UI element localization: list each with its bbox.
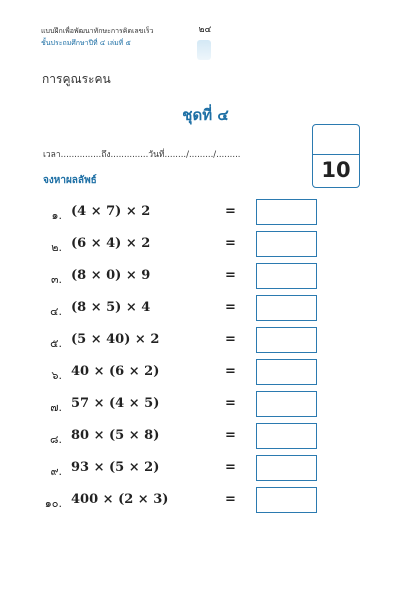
equals-sign: = [225,268,236,283]
problem-row [0,263,411,293]
book-title: แบบฝึกเพื่อพัฒนาทักษะการคิดเลขเร็ว [41,27,154,35]
problem-expression: (8 × 5) × 4 [71,300,151,315]
equals-sign: = [225,396,236,411]
problem-number: ๕. [50,337,62,350]
problem-number: ๗. [50,401,62,414]
problem-number: ๑๐. [44,497,62,510]
problem-expression: (4 × 7) × 2 [71,204,151,219]
problem-expression: 80 × (5 × 8) [71,428,160,443]
answer-box[interactable] [256,455,317,481]
decorative-icon [197,40,211,60]
equals-sign: = [225,492,236,507]
book-grade-volume: ชั้นประถมศึกษาปีที่ ๔ เล่มที่ ๕ [41,39,131,47]
score-divider [313,154,359,155]
problem-expression: 93 × (5 × 2) [71,460,160,475]
answer-box[interactable] [256,295,317,321]
problem-row [0,199,411,229]
problem-number: ๑. [51,209,62,222]
answer-box[interactable] [256,199,317,225]
problem-row [0,423,411,453]
problem-row [0,391,411,421]
answer-box[interactable] [256,391,317,417]
problem-row [0,359,411,389]
equals-sign: = [225,428,236,443]
problem-expression: (6 × 4) × 2 [71,236,151,251]
problem-number: ๔. [50,305,62,318]
set-title: ชุดที่ ๔ [182,106,229,124]
problem-row [0,295,411,325]
problem-expression: 400 × (2 × 3) [71,492,169,507]
problem-row [0,327,411,357]
answer-box[interactable] [256,359,317,385]
problem-row [0,455,411,485]
equals-sign: = [225,332,236,347]
problem-expression: 40 × (6 × 2) [71,364,160,379]
answer-box[interactable] [256,423,317,449]
page-number: ๒๔ [198,25,212,35]
answer-box[interactable] [256,263,317,289]
problem-expression: 57 × (4 × 5) [71,396,160,411]
problem-expression: (8 × 0) × 9 [71,268,151,283]
time-date-line: เวลา...............ถึง..............วันที่......../........./......... [43,150,241,160]
equals-sign: = [225,364,236,379]
problem-row [0,231,411,261]
score-max: 10 [321,158,351,182]
equals-sign: = [225,460,236,475]
problem-number: ๘. [50,433,62,446]
problem-expression: (5 × 40) × 2 [71,332,160,347]
instruction: จงหาผลลัพธ์ [43,175,97,186]
answer-box[interactable] [256,327,317,353]
answer-box[interactable] [256,231,317,257]
equals-sign: = [225,204,236,219]
equals-sign: = [225,236,236,251]
topic-title: การคูณระคน [42,72,111,86]
equals-sign: = [225,300,236,315]
answer-box[interactable] [256,487,317,513]
problem-number: ๓. [50,273,62,286]
problem-number: ๒. [51,241,62,254]
problem-row [0,487,411,517]
problem-number: ๙. [50,465,62,478]
score-box [312,124,360,188]
problem-number: ๖. [51,369,62,382]
